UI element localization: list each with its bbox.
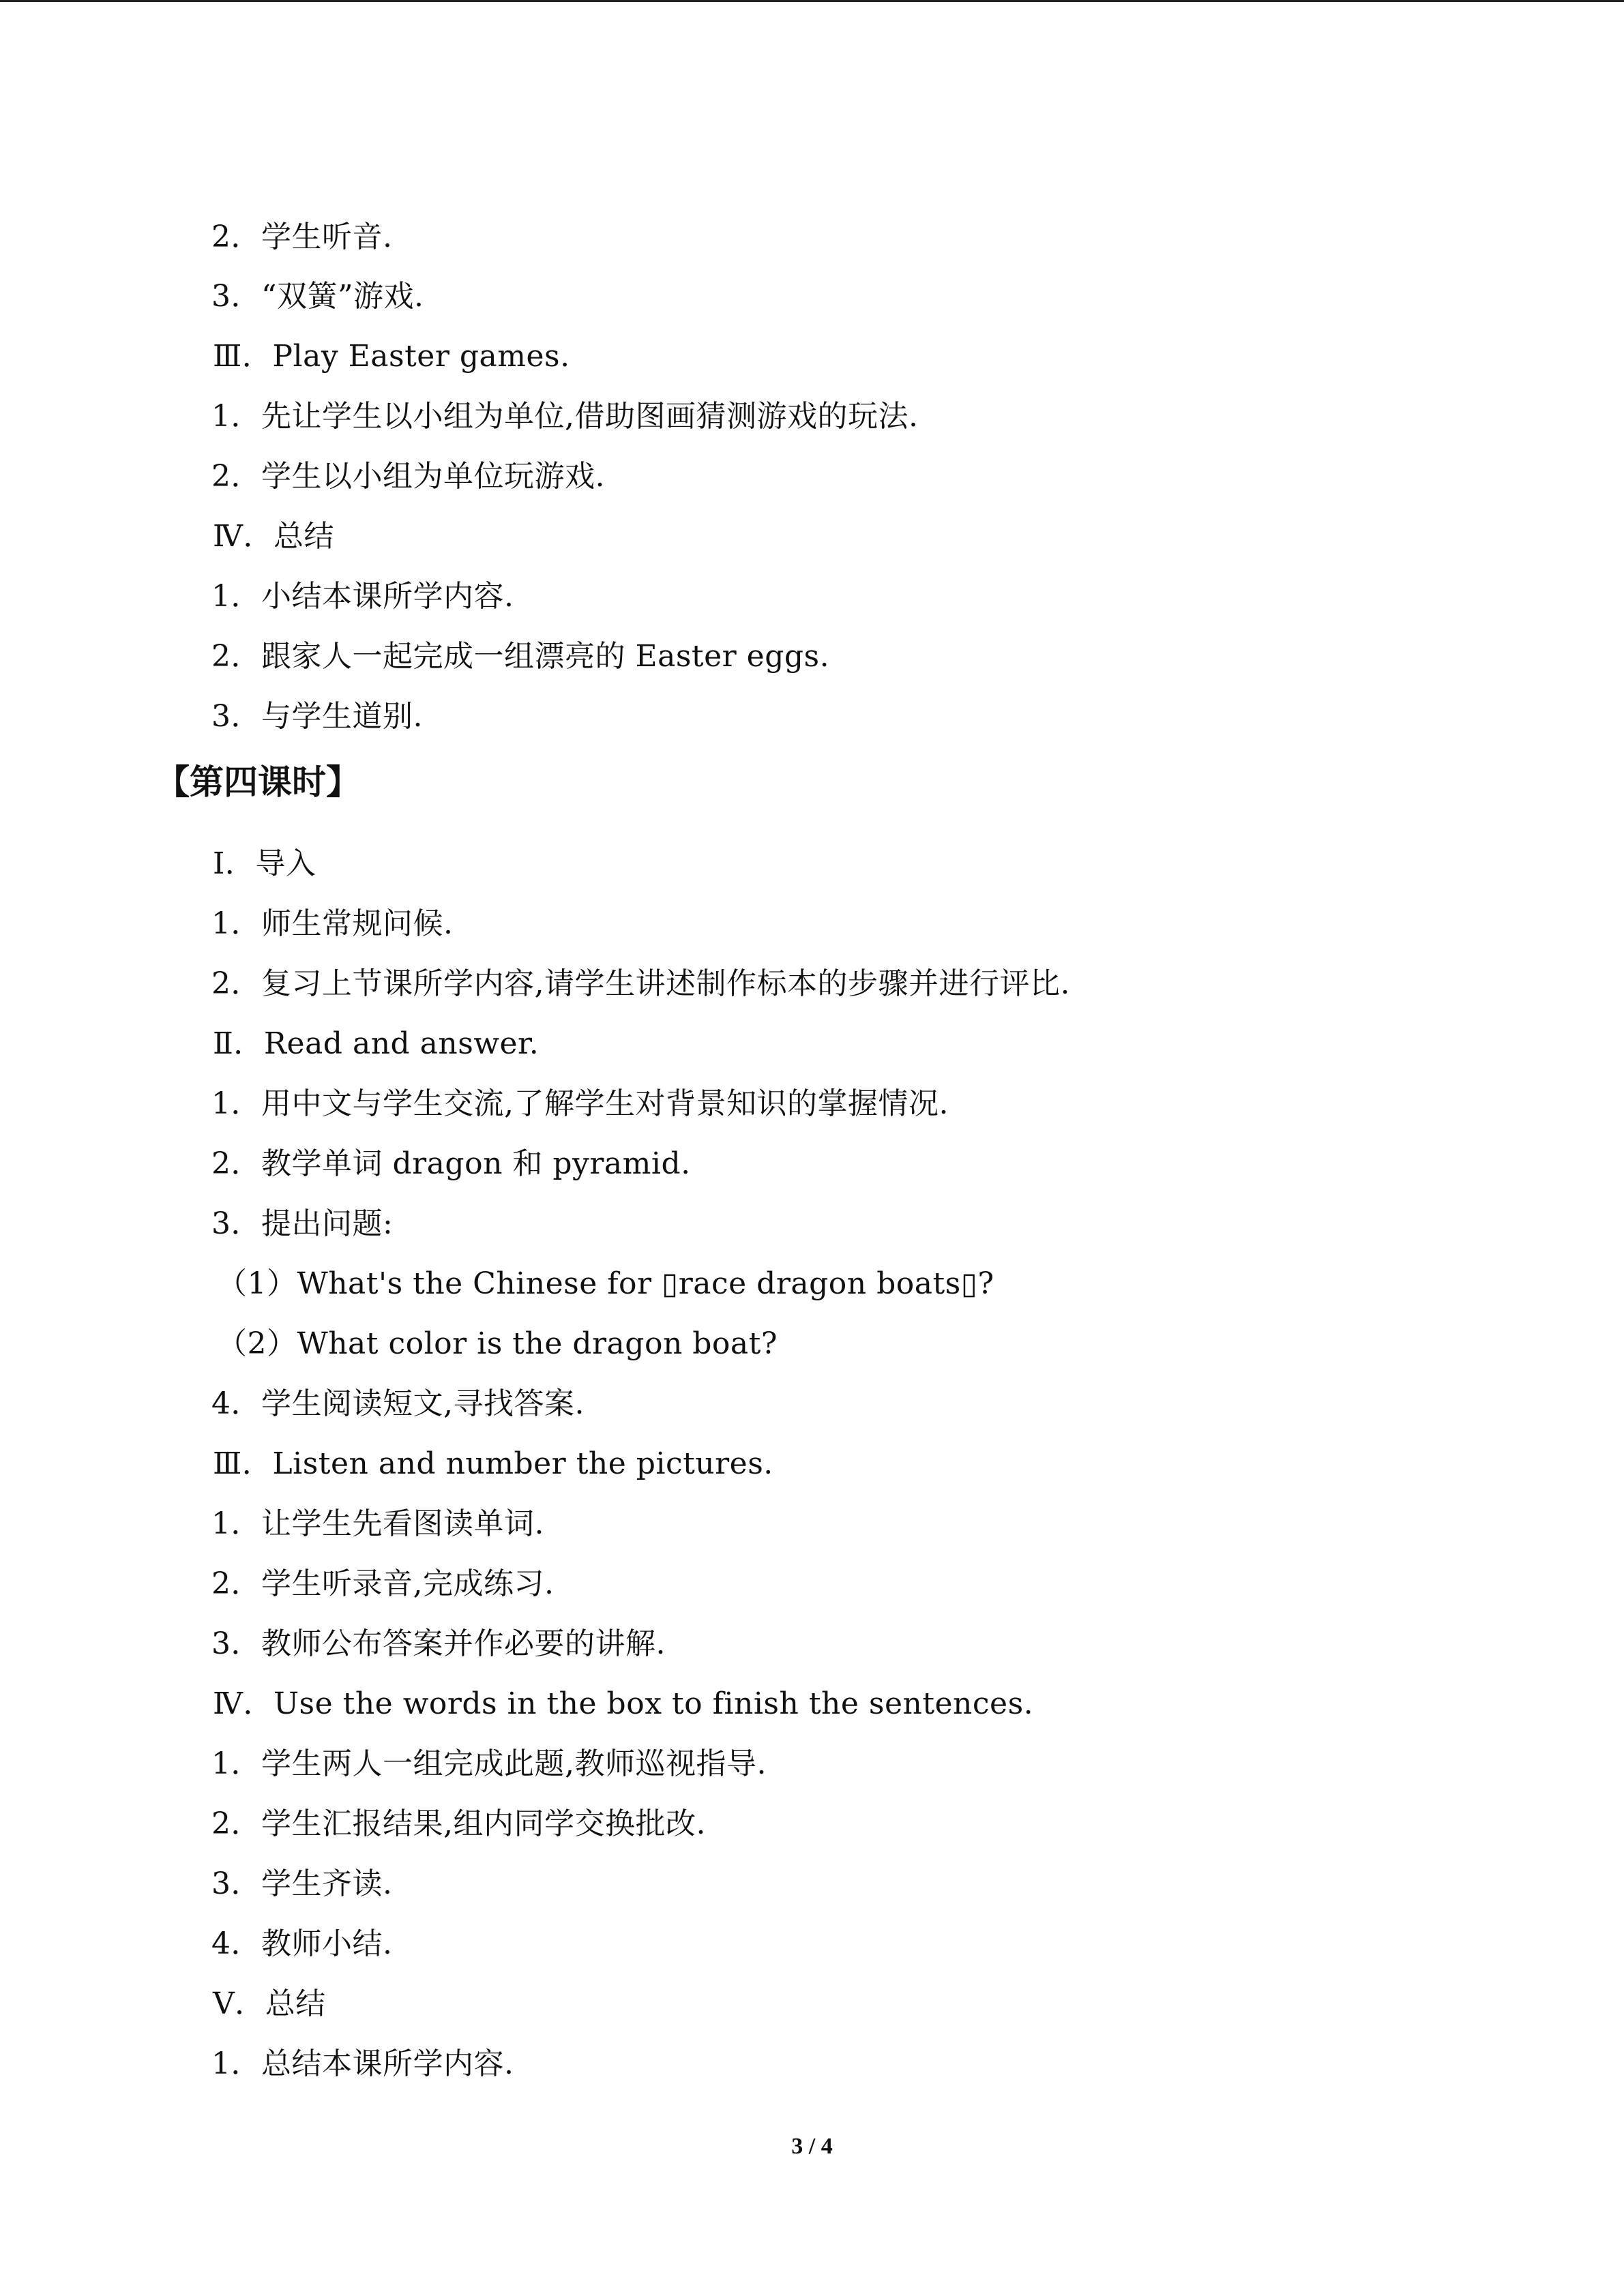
section-title: Ⅳ．总结 (213, 519, 334, 554)
section-title: Ⅱ．Read and answer. (213, 1026, 540, 1061)
text-line: 2．学生汇报结果,组内同学交换批改. (211, 1806, 706, 1841)
text-line: 1．用中文与学生交流,了解学生对背景知识的掌握情况. (211, 1086, 949, 1121)
question-line: （1）What's the Chinese for ▯race dragon boats▯? (217, 1266, 994, 1301)
text-line: 2．学生听录音,完成练习. (211, 1566, 555, 1601)
text-line: 1．先让学生以小组为单位,借助图画猜测游戏的玩法. (211, 399, 919, 434)
text-line: 2．教学单词 dragon 和 pyramid. (211, 1146, 691, 1181)
lesson-heading: 【第四课时】 (156, 762, 360, 802)
text-line: 2．学生以小组为单位玩游戏. (211, 459, 605, 494)
text-line: 2．复习上节课所学内容,请学生讲述制作标本的步骤并进行评比. (211, 966, 1070, 1001)
text-line: 1．学生两人一组完成此题,教师巡视指导. (211, 1746, 767, 1781)
section-title: Ⅰ．导入 (213, 846, 316, 881)
text-line: 1．让学生先看图读单词. (211, 1506, 544, 1541)
text-line: 1．总结本课所学内容. (211, 2046, 514, 2081)
text-line: 3．学生齐读. (211, 1866, 393, 1901)
page-number: 3 / 4 (791, 2134, 833, 2159)
text-line: 4．学生阅读短文,寻找答案. (211, 1386, 585, 1421)
question-line: （2）What color is the dragon boat? (217, 1326, 778, 1361)
section-title: Ⅳ．Use the words in the box to finish the sentences. (213, 1686, 1034, 1721)
section-title: Ⅲ．Play Easter games. (213, 339, 570, 374)
text-line: 3．与学生道别. (211, 699, 423, 734)
text-line: 3．提出问题: (211, 1206, 394, 1241)
text-line: 3．“双簧”游戏. (211, 279, 424, 314)
text-line: 1．师生常规问候. (211, 906, 454, 941)
text-line: 2．跟家人一起完成一组漂亮的 Easter eggs. (211, 639, 830, 674)
text-line: 4．教师小结. (211, 1926, 393, 1961)
section-title: Ⅴ．总结 (213, 1986, 326, 2021)
text-line: 2．学生听音. (211, 220, 393, 254)
section-title: Ⅲ．Listen and number the pictures. (213, 1446, 773, 1481)
text-line: 1．小结本课所学内容. (211, 579, 514, 614)
text-line: 3．教师公布答案并作必要的讲解. (211, 1626, 666, 1661)
